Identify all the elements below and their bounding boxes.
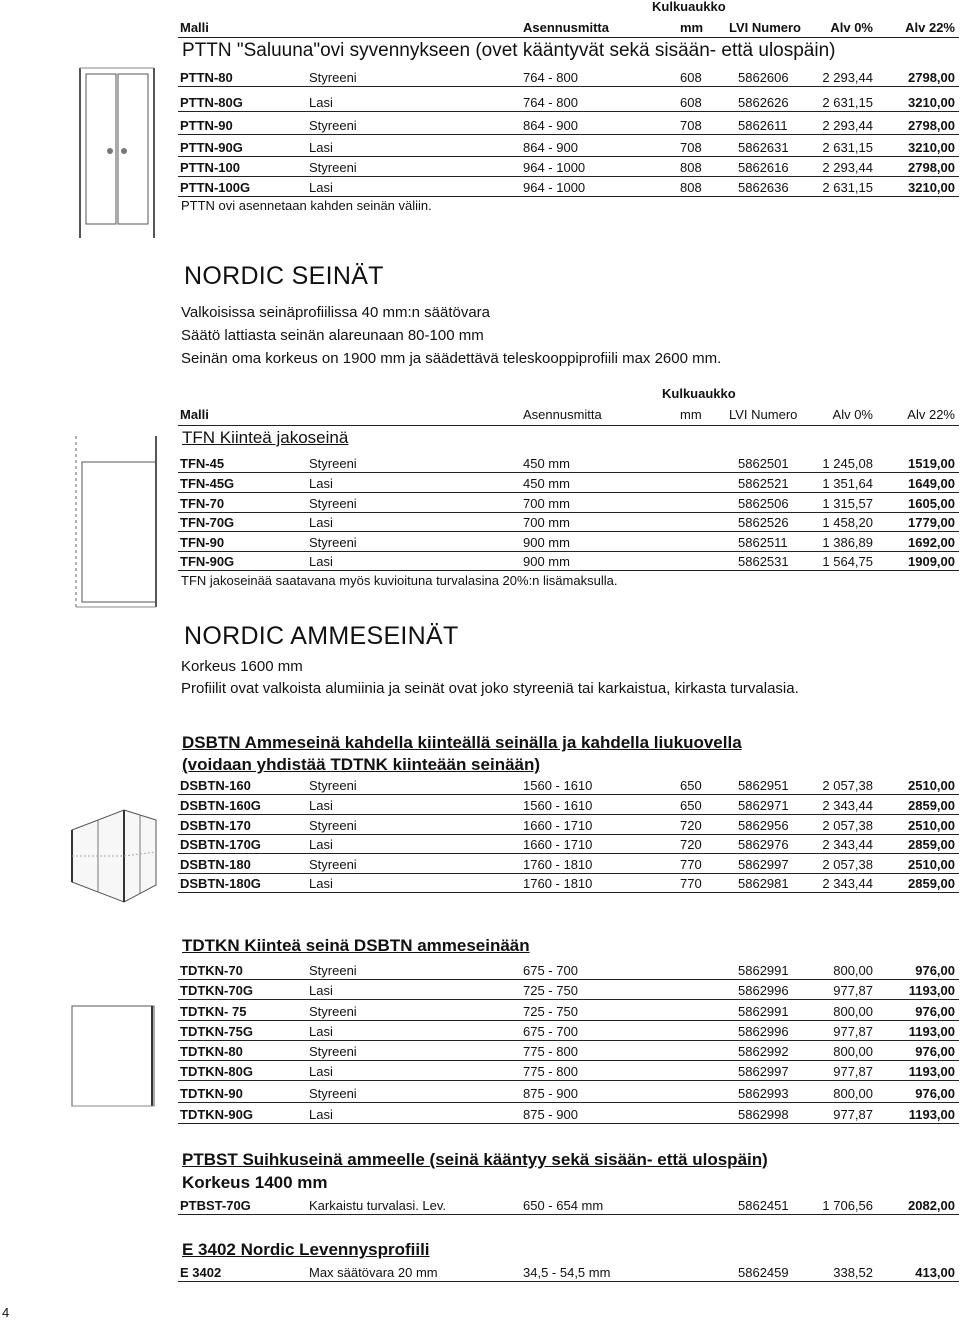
- cell-alv22: 2859,00: [908, 876, 955, 891]
- row-divider: [178, 1060, 959, 1061]
- section-title-e3402: E 3402 Nordic Levennysprofiili: [182, 1240, 430, 1259]
- col-asennusmitta: Asennusmitta: [523, 407, 602, 422]
- cell-size: 1660 - 1710: [523, 837, 593, 852]
- cell-model: DSBTN-180: [180, 857, 251, 872]
- cell-material: Styreeni: [309, 118, 357, 133]
- cell-alv22: 2798,00: [908, 160, 955, 175]
- cell-opening: 650: [680, 798, 702, 813]
- cell-alv22: 1193,00: [908, 1064, 955, 1079]
- cell-alv22: 1649,00: [908, 476, 955, 491]
- cell-alv0: 1 706,56: [822, 1198, 873, 1213]
- cell-lvi: 5862956: [738, 818, 789, 833]
- divider: [178, 37, 959, 38]
- cell-opening: 720: [680, 837, 702, 852]
- cell-lvi: 5862993: [738, 1086, 789, 1101]
- cell-alv0: 1 351,64: [822, 476, 873, 491]
- cell-alv22: 1909,00: [908, 554, 955, 569]
- cell-alv0: 977,87: [833, 983, 873, 998]
- cell-opening: 608: [680, 70, 702, 85]
- cell-size: 900 mm: [523, 535, 570, 550]
- cell-model: TFN-70G: [180, 515, 235, 530]
- cell-lvi: 5862606: [738, 70, 789, 85]
- col-lvi: LVI Numero: [729, 20, 801, 35]
- cell-model: PTTN-80G: [180, 95, 243, 110]
- cell-alv22: 1779,00: [908, 515, 955, 530]
- cell-size: 650 - 654 mm: [523, 1198, 604, 1213]
- cell-lvi: 5862991: [738, 963, 789, 978]
- cell-alv22: 3210,00: [908, 95, 955, 110]
- row-divider: [178, 1020, 959, 1021]
- cell-size: 764 - 800: [523, 70, 578, 85]
- cell-alv22: 976,00: [915, 1086, 955, 1101]
- cell-size: 450 mm: [523, 456, 570, 471]
- cell-alv22: 2510,00: [908, 778, 955, 793]
- column-header-row: [0, 20, 960, 38]
- row-divider: [178, 1080, 959, 1081]
- cell-opening: 808: [680, 160, 702, 175]
- cell-model: DSBTN-160: [180, 778, 251, 793]
- cell-size: 875 - 900: [523, 1107, 578, 1122]
- cell-alv0: 2 343,44: [822, 837, 873, 852]
- bath-screen-image: [64, 790, 164, 910]
- col-mm: mm: [680, 20, 704, 35]
- cell-alv22: 3210,00: [908, 140, 955, 155]
- cell-size: 725 - 750: [523, 1004, 578, 1019]
- cell-lvi: 5862976: [738, 837, 789, 852]
- cell-size: 875 - 900: [523, 1086, 578, 1101]
- cell-material: Styreeni: [309, 456, 357, 471]
- cell-lvi: 5862501: [738, 456, 789, 471]
- cell-model: E 3402: [180, 1265, 222, 1280]
- cell-model: DSBTN-170: [180, 818, 251, 833]
- cell-model: TFN-70: [180, 496, 225, 511]
- cell-size: 775 - 800: [523, 1064, 578, 1079]
- cell-material: Lasi: [309, 1107, 333, 1122]
- cell-material: Lasi: [309, 798, 333, 813]
- nordic-ammeseinat-title: NORDIC AMMESEINÄT: [184, 622, 459, 650]
- cell-model: DSBTN-180G: [180, 876, 261, 891]
- cell-model: TDTKN-80: [180, 1044, 243, 1059]
- cell-lvi: 5862459: [738, 1265, 789, 1280]
- cell-alv0: 800,00: [833, 1044, 873, 1059]
- divider: [178, 425, 959, 426]
- cell-size: 1560 - 1610: [523, 798, 593, 813]
- row-divider: [178, 531, 959, 532]
- col-alv22: Alv 22%: [907, 407, 955, 422]
- cell-lvi: 5862521: [738, 476, 789, 491]
- cell-material: Lasi: [309, 515, 333, 530]
- cell-alv22: 2082,00: [908, 1198, 955, 1213]
- cell-alv22: 1193,00: [908, 1107, 955, 1122]
- cell-alv0: 2 343,44: [822, 798, 873, 813]
- cell-alv0: 800,00: [833, 1086, 873, 1101]
- section-title-tdtkn: TDTKN Kiinteä seinä DSBTN ammeseinään: [182, 936, 530, 955]
- row-divider: [178, 892, 959, 893]
- cell-alv0: 1 386,89: [822, 535, 873, 550]
- col-malli: Malli: [180, 20, 209, 35]
- cell-material: Lasi: [309, 95, 333, 110]
- row-divider: [178, 794, 959, 795]
- cell-material: Karkaistu turvalasi. Lev.: [309, 1198, 447, 1213]
- cell-size: 34,5 - 54,5 mm: [523, 1265, 611, 1280]
- nordic-seinat-title: NORDIC SEINÄT: [184, 262, 384, 290]
- row-divider: [178, 1040, 959, 1041]
- cell-material: Lasi: [309, 1064, 333, 1079]
- cell-lvi: 5862971: [738, 798, 789, 813]
- cell-alv22: 2510,00: [908, 818, 955, 833]
- cell-alv22: 3210,00: [908, 180, 955, 195]
- cell-material: Lasi: [309, 837, 333, 852]
- column-header-row: [0, 407, 960, 425]
- row-divider: [178, 1281, 959, 1282]
- row-divider: [178, 979, 959, 980]
- row-divider: [178, 86, 959, 87]
- cell-alv22: 976,00: [915, 1004, 955, 1019]
- cell-alv0: 338,52: [833, 1265, 873, 1280]
- cell-material: Max säätövara 20 mm: [309, 1265, 438, 1280]
- cell-alv0: 1 315,57: [822, 496, 873, 511]
- cell-alv0: 2 293,44: [822, 160, 873, 175]
- cell-lvi: 5862506: [738, 496, 789, 511]
- cell-size: 1660 - 1710: [523, 818, 593, 833]
- cell-model: TDTKN- 75: [180, 1004, 247, 1019]
- cell-alv0: 2 631,15: [822, 180, 873, 195]
- cell-alv0: 1 564,75: [822, 554, 873, 569]
- cell-alv22: 2859,00: [908, 837, 955, 852]
- cell-model: PTTN-100: [180, 160, 240, 175]
- cell-material: Styreeni: [309, 160, 357, 175]
- cell-opening: 608: [680, 95, 702, 110]
- row-divider: [178, 873, 959, 874]
- cell-size: 725 - 750: [523, 983, 578, 998]
- row-divider: [178, 134, 959, 135]
- cell-alv22: 2510,00: [908, 857, 955, 872]
- cell-alv0: 2 631,15: [822, 140, 873, 155]
- cell-alv22: 2798,00: [908, 118, 955, 133]
- tfn-note: TFN jakoseinää saatavana myös kuvioituna turvalasina 20%:n lisämaksulla.: [181, 573, 618, 588]
- cell-lvi: 5862981: [738, 876, 789, 891]
- cell-material: Styreeni: [309, 1086, 357, 1101]
- cell-alv22: 976,00: [915, 1044, 955, 1059]
- cell-alv22: 1692,00: [908, 535, 955, 550]
- cell-alv22: 976,00: [915, 963, 955, 978]
- cell-alv22: 1519,00: [908, 456, 955, 471]
- row-divider: [178, 111, 959, 112]
- cell-alv0: 800,00: [833, 963, 873, 978]
- cell-alv0: 2 057,38: [822, 818, 873, 833]
- cell-material: Styreeni: [309, 535, 357, 550]
- row-divider: [178, 551, 959, 552]
- cell-material: Lasi: [309, 140, 333, 155]
- cell-material: Styreeni: [309, 818, 357, 833]
- cell-alv0: 2 631,15: [822, 95, 873, 110]
- cell-lvi: 5862616: [738, 160, 789, 175]
- cell-lvi: 5862997: [738, 1064, 789, 1079]
- cell-material: Lasi: [309, 180, 333, 195]
- cell-model: PTTN-90: [180, 118, 233, 133]
- cell-size: 700 mm: [523, 496, 570, 511]
- cell-lvi: 5862996: [738, 983, 789, 998]
- cell-alv22: 1193,00: [908, 1024, 955, 1039]
- cell-model: TDTKN-80G: [180, 1064, 253, 1079]
- section-title-dsbtn: DSBTN Ammeseinä kahdella kiinteällä seinälla ja kahdella liukuovella: [182, 733, 742, 752]
- cell-alv0: 2 057,38: [822, 778, 873, 793]
- cell-lvi: 5862991: [738, 1004, 789, 1019]
- cell-size: 964 - 1000: [523, 180, 586, 195]
- col-malli: Malli: [180, 407, 209, 422]
- cell-alv22: 2798,00: [908, 70, 955, 85]
- cell-alv22: 1193,00: [908, 983, 955, 998]
- row-divider: [178, 472, 959, 473]
- cell-material: Lasi: [309, 554, 333, 569]
- saloon-door-image: [72, 66, 162, 241]
- row-divider: [178, 196, 959, 197]
- cell-alv0: 1 245,08: [822, 456, 873, 471]
- cell-model: TFN-90G: [180, 554, 235, 569]
- cell-material: Lasi: [309, 1024, 333, 1039]
- cell-alv0: 1 458,20: [822, 515, 873, 530]
- row-divider: [178, 176, 959, 177]
- cell-model: TFN-45: [180, 456, 225, 471]
- pttn-note: PTTN ovi asennetaan kahden seinän väliin.: [181, 198, 432, 213]
- cell-lvi: 5862531: [738, 554, 789, 569]
- cell-opening: 708: [680, 140, 702, 155]
- cell-lvi: 5862997: [738, 857, 789, 872]
- cell-size: 700 mm: [523, 515, 570, 530]
- section-title-tfn: TFN Kiinteä jakoseinä: [182, 428, 349, 447]
- cell-model: TDTKN-90G: [180, 1107, 253, 1122]
- section-subtitle-ptbst: Korkeus 1400 mm: [182, 1173, 328, 1192]
- section-subtitle-dsbtn: (voidaan yhdistää TDTNK kiinteään seinään): [182, 755, 541, 774]
- cell-material: Styreeni: [309, 496, 357, 511]
- header-kulkuaukko: Kulkuaukko: [652, 0, 726, 14]
- cell-model: TDTKN-70: [180, 963, 243, 978]
- row-divider: [178, 814, 959, 815]
- ammeseinat-line: Profiilit ovat valkoista alumiinia ja seinät ovat joko styreeniä tai karkaistua, kirkasta turvalasia.: [181, 680, 799, 697]
- cell-alv0: 2 343,44: [822, 876, 873, 891]
- cell-lvi: 5862631: [738, 140, 789, 155]
- row-divider: [178, 156, 959, 157]
- cell-size: 764 - 800: [523, 95, 578, 110]
- row-divider: [178, 1214, 959, 1215]
- cell-alv0: 2 293,44: [822, 118, 873, 133]
- cell-alv0: 977,87: [833, 1107, 873, 1122]
- partition-wall-image: [70, 432, 162, 610]
- col-alv0: Alv 0%: [832, 407, 873, 422]
- cell-alv0: 977,87: [833, 1064, 873, 1079]
- cell-material: Styreeni: [309, 70, 357, 85]
- cell-lvi: 5862951: [738, 778, 789, 793]
- cell-lvi: 5862636: [738, 180, 789, 195]
- col-alv22: Alv 22%: [905, 20, 955, 35]
- row-divider: [178, 512, 959, 513]
- cell-size: 864 - 900: [523, 118, 578, 133]
- row-divider: [178, 492, 959, 493]
- cell-lvi: 5862611: [738, 118, 788, 133]
- cell-size: 964 - 1000: [523, 160, 586, 175]
- cell-lvi: 5862451: [738, 1198, 789, 1213]
- cell-material: Lasi: [309, 983, 333, 998]
- col-alv0: Alv 0%: [830, 20, 873, 35]
- cell-size: 900 mm: [523, 554, 570, 569]
- ammeseinat-line: Korkeus 1600 mm: [181, 658, 303, 675]
- cell-alv22: 1605,00: [908, 496, 955, 511]
- cell-size: 1560 - 1610: [523, 778, 593, 793]
- cell-model: DSBTN-160G: [180, 798, 261, 813]
- cell-size: 864 - 900: [523, 140, 578, 155]
- fixed-wall-image: [64, 1000, 164, 1110]
- cell-size: 675 - 700: [523, 963, 578, 978]
- cell-model: DSBTN-170G: [180, 837, 261, 852]
- cell-lvi: 5862992: [738, 1044, 789, 1059]
- col-mm: mm: [680, 407, 702, 422]
- cell-alv22: 2859,00: [908, 798, 955, 813]
- cell-lvi: 5862511: [738, 535, 788, 550]
- cell-opening: 770: [680, 876, 702, 891]
- cell-size: 450 mm: [523, 476, 570, 491]
- cell-lvi: 5862526: [738, 515, 789, 530]
- row-divider: [178, 834, 959, 835]
- cell-opening: 808: [680, 180, 702, 195]
- cell-model: TFN-45G: [180, 476, 235, 491]
- page-number: 4: [2, 1305, 10, 1320]
- cell-lvi: 5862998: [738, 1107, 789, 1122]
- cell-model: PTTN-80: [180, 70, 233, 85]
- cell-size: 775 - 800: [523, 1044, 578, 1059]
- cell-opening: 720: [680, 818, 702, 833]
- cell-model: TDTKN-75G: [180, 1024, 253, 1039]
- cell-opening: 770: [680, 857, 702, 872]
- cell-model: PTBST-70G: [180, 1198, 251, 1213]
- cell-alv22: 413,00: [915, 1265, 955, 1280]
- row-divider: [178, 853, 959, 854]
- cell-model: TDTKN-70G: [180, 983, 253, 998]
- section-title-ptbst: PTBST Suihkuseinä ammeelle (seinä kääntyy sekä sisään- että ulospäin): [182, 1150, 768, 1169]
- cell-model: TFN-90: [180, 535, 225, 550]
- cell-size: 1760 - 1810: [523, 857, 593, 872]
- cell-alv0: 2 057,38: [822, 857, 873, 872]
- cell-material: Lasi: [309, 476, 333, 491]
- row-divider: [178, 1123, 959, 1124]
- cell-lvi: 5862626: [738, 95, 789, 110]
- cell-material: Styreeni: [309, 1044, 357, 1059]
- cell-material: Styreeni: [309, 963, 357, 978]
- cell-opening: 708: [680, 118, 702, 133]
- cell-opening: 650: [680, 778, 702, 793]
- cell-alv0: 977,87: [833, 1024, 873, 1039]
- cell-size: 675 - 700: [523, 1024, 578, 1039]
- col-asennusmitta: Asennusmitta: [523, 20, 609, 35]
- cell-model: TDTKN-90: [180, 1086, 243, 1101]
- section-title-pttn: PTTN "Saluuna"ovi syvennykseen (ovet kääntyvät sekä sisään- että ulospäin): [182, 40, 836, 61]
- cell-model: PTTN-100G: [180, 180, 251, 195]
- nordic-seinat-line: Säätö lattiasta seinän alareunaan 80-100 mm: [181, 327, 484, 344]
- row-divider: [178, 999, 959, 1000]
- cell-material: Styreeni: [309, 1004, 357, 1019]
- cell-lvi: 5862996: [738, 1024, 789, 1039]
- cell-alv0: 2 293,44: [822, 70, 873, 85]
- nordic-seinat-line: Valkoisissa seinäprofiilissa 40 mm:n säätövara: [181, 304, 491, 321]
- row-divider: [178, 570, 959, 571]
- cell-model: PTTN-90G: [180, 140, 243, 155]
- cell-material: Styreeni: [309, 778, 357, 793]
- nordic-seinat-line: Seinän oma korkeus on 1900 mm ja säädettävä teleskooppiprofiili max 2600 mm.: [181, 350, 722, 367]
- cell-alv0: 800,00: [833, 1004, 873, 1019]
- header-kulkuaukko: Kulkuaukko: [662, 386, 736, 401]
- row-divider: [178, 1102, 959, 1103]
- cell-material: Lasi: [309, 876, 333, 891]
- cell-material: Styreeni: [309, 857, 357, 872]
- cell-size: 1760 - 1810: [523, 876, 593, 891]
- col-lvi: LVI Numero: [729, 407, 798, 422]
